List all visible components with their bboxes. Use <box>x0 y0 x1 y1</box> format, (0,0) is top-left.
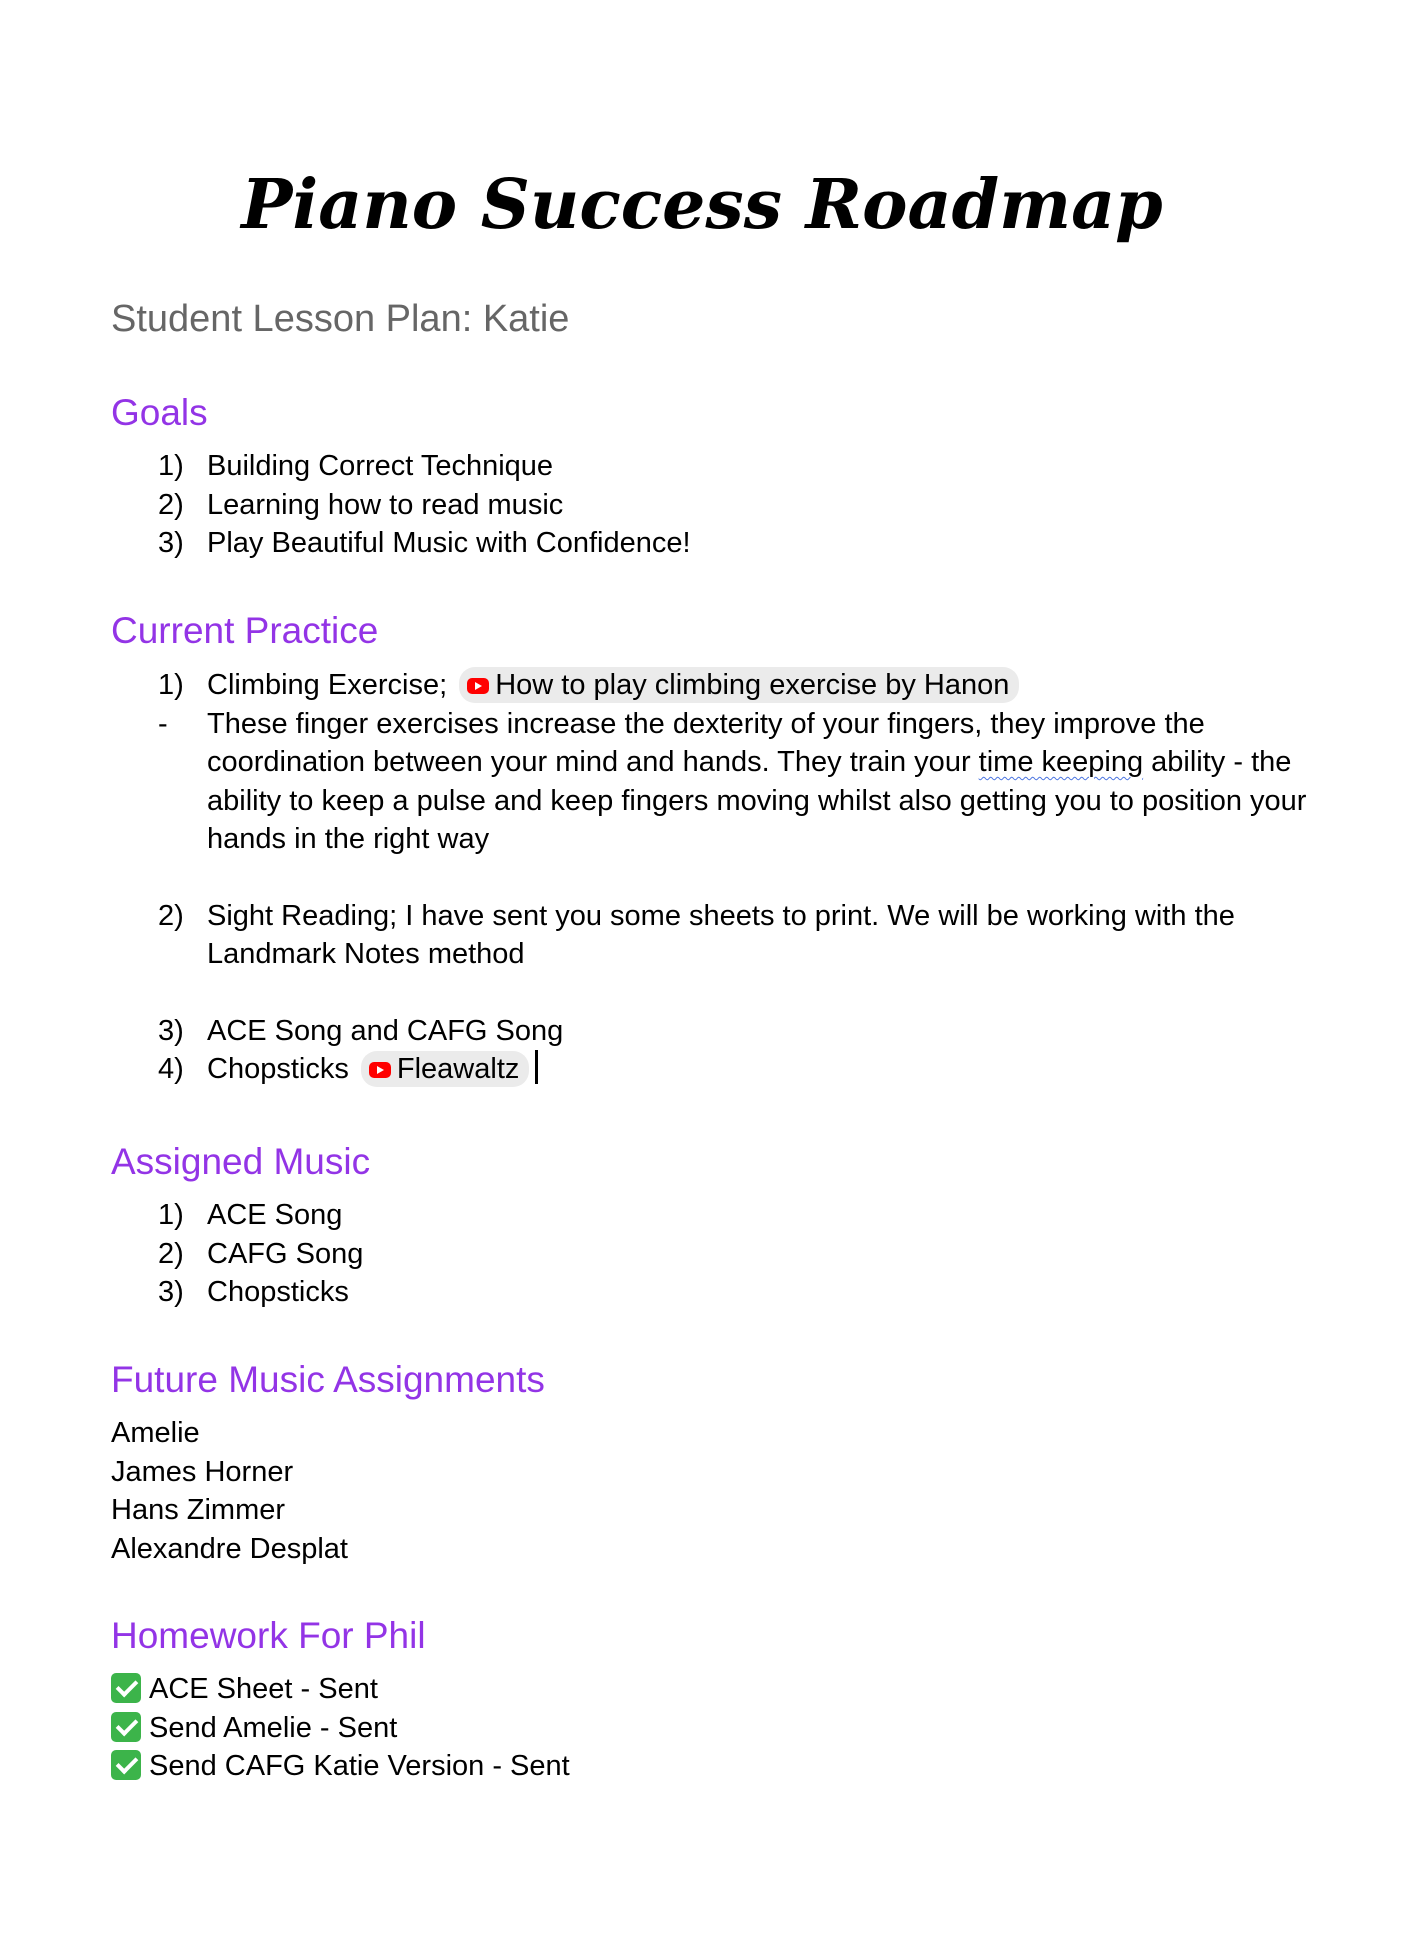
checklist-item <box>111 1709 570 1748</box>
list-number: 1) <box>158 1199 184 1231</box>
youtube-icon <box>369 1062 391 1078</box>
bullet-text-before: These finger exercises increase the dexterity of your fingers, they improve the coordination between your mind and hands. They train your <box>207 707 1205 778</box>
list-item-text: Chopsticks <box>207 1053 349 1085</box>
bullet-marker: - <box>158 707 168 740</box>
list-item <box>111 1050 1311 1089</box>
list-number: 3) <box>158 1014 184 1047</box>
checklist-item-text: ACE Sheet - Sent <box>149 1673 378 1705</box>
list-item-text: Climbing Exercise; <box>207 669 448 701</box>
list-item <box>111 524 1311 563</box>
heading-goals: Goals <box>111 392 208 433</box>
list-item <box>111 486 1311 525</box>
list-item <box>111 1012 1311 1051</box>
heading-assigned-music: Assigned Music <box>111 1141 371 1182</box>
youtube-link-chip[interactable] <box>459 667 1019 703</box>
list-item: Hans Zimmer <box>111 1494 286 1526</box>
list-item-text: ACE Song and CAFG Song <box>207 1014 564 1047</box>
blank-line <box>111 974 1311 1012</box>
list-number: 2) <box>158 899 184 932</box>
list-item-text: CAFG Song <box>207 1237 364 1270</box>
list-item: James Horner <box>111 1455 294 1488</box>
list-item-text: Learning how to read music <box>207 488 564 521</box>
youtube-icon <box>467 678 489 694</box>
list-item <box>111 1273 1311 1312</box>
goals-list <box>111 447 1311 563</box>
list-number: 1) <box>158 450 184 482</box>
assigned-music-list <box>111 1196 1311 1312</box>
list-number: 2) <box>158 1237 184 1270</box>
checklist-item <box>111 1670 570 1709</box>
check-mark-icon <box>111 1673 141 1703</box>
future-assignments-list <box>111 1414 348 1568</box>
heading-current-practice: Current Practice <box>111 610 379 651</box>
list-item-text: Chopsticks <box>207 1276 349 1308</box>
heading-future-assignments: Future Music Assignments <box>111 1359 545 1400</box>
checklist-item-text: Send Amelie - Sent <box>149 1711 398 1744</box>
list-item <box>111 666 1311 705</box>
checklist-item <box>111 1747 570 1786</box>
list-item <box>111 897 1311 974</box>
heading-homework: Homework For Phil <box>111 1615 426 1656</box>
list-item <box>111 1235 1311 1274</box>
list-item-text: Sight Reading; I have sent you some sheets to print. We will be working with the Landmark Notes method <box>207 899 1235 970</box>
check-mark-icon <box>111 1750 141 1780</box>
youtube-link-label: Fleawaltz <box>396 1053 520 1085</box>
document-title: Piano Success Roadmap <box>241 165 1163 245</box>
blank-line <box>111 859 1311 897</box>
youtube-link-chip[interactable] <box>361 1051 530 1087</box>
list-number: 4) <box>158 1053 184 1085</box>
homework-list <box>111 1670 570 1786</box>
list-number: 1) <box>158 669 184 701</box>
list-number: 3) <box>158 527 184 559</box>
current-practice-list <box>111 666 1311 1089</box>
list-item: Amelie <box>111 1417 200 1449</box>
list-item-text: ACE Song <box>207 1199 343 1231</box>
bullet-item <box>111 705 1311 859</box>
spellcheck-flagged-text[interactable]: time keeping <box>978 746 1144 778</box>
list-item <box>111 447 1311 486</box>
list-item-text: Play Beautiful Music with Confidence! <box>207 527 691 559</box>
list-item <box>111 1196 1311 1235</box>
bullet-text-after: ability - the ability to keep a pulse and keep fingers moving whilst also getting you to position your hands in the right way <box>207 746 1307 855</box>
list-number: 2) <box>158 488 184 521</box>
check-mark-icon <box>111 1712 141 1742</box>
list-item-text: Building Correct Technique <box>207 450 554 482</box>
list-number: 3) <box>158 1276 184 1308</box>
checklist-item-text: Send CAFG Katie Version - Sent <box>149 1750 570 1782</box>
list-item: Alexandre Desplat <box>111 1532 348 1565</box>
youtube-link-label: How to play climbing exercise by Hanon <box>495 669 1010 701</box>
text-cursor <box>535 1050 538 1084</box>
document-subtitle: Student Lesson Plan: Katie <box>111 298 570 340</box>
